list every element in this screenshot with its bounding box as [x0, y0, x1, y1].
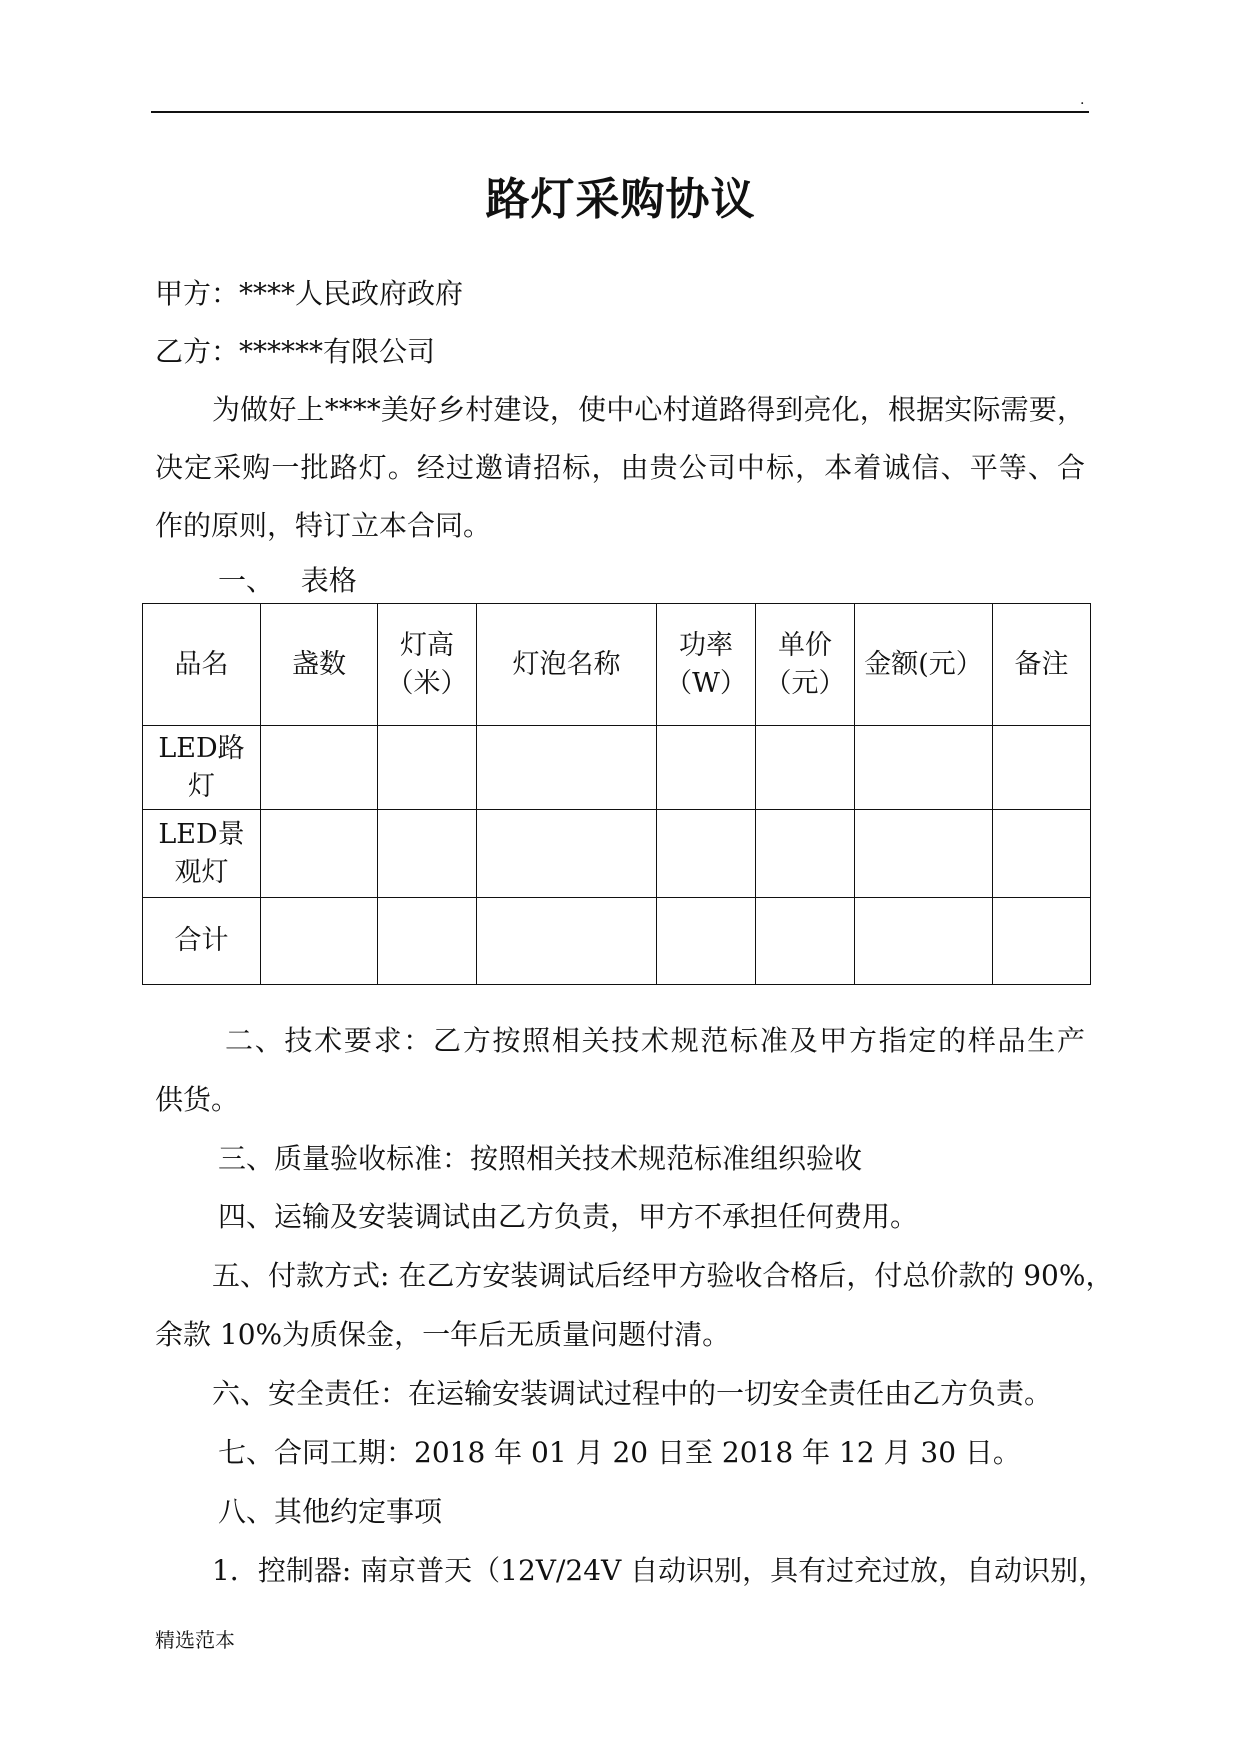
table-header-cell: 金额(元）	[855, 604, 993, 726]
item-1-line	[212, 1553, 1107, 1589]
product-name-cell: LED景观灯	[143, 810, 261, 898]
table-header-cell: 灯高（米）	[378, 604, 477, 726]
section-8-heading: 八、其他约定事项	[218, 1495, 443, 1528]
section-2-line-1-text: 二、技术要求：乙方按照相关技术规范标准及甲方指定的样品生产	[225, 1024, 1085, 1057]
section-2-line-1	[225, 1023, 1085, 1059]
section-3-line: 三、质量验收标准：按照相关技术规范标准组织验收	[218, 1142, 863, 1175]
table-cell	[261, 898, 378, 985]
document-title: 路灯采购协议	[485, 174, 756, 225]
table-row	[143, 898, 1091, 985]
table-cell	[657, 726, 756, 810]
table-cell	[261, 726, 378, 810]
table-cell	[378, 726, 477, 810]
table-header-cell: 备注	[993, 604, 1091, 726]
table-cell	[657, 810, 756, 898]
table-cell	[855, 810, 993, 898]
table-header-cell: 品名	[143, 604, 261, 726]
table-cell	[993, 898, 1091, 985]
section-2-line-2: 供货。	[155, 1083, 240, 1116]
table-header-row	[143, 604, 1091, 726]
section-5-line-2: 余款 10%为质保金，一年后无质量问题付清。	[155, 1318, 731, 1351]
intro-line-1-text: 为做好上****美好乡村建设，使中心村道路得到亮化，根据实际需要，	[212, 393, 1085, 426]
section-4-line: 四、运输及安装调试由乙方负责，甲方不承担任何费用。	[218, 1200, 919, 1233]
table-cell	[378, 898, 477, 985]
section-6-line: 六、安全责任：在运输安装调试过程中的一切安全责任由乙方负责。	[212, 1377, 1053, 1410]
intro-line-2-text: 决定采购一批路灯。经过邀请招标，由贵公司中标，本着诚信、平等、合	[155, 451, 1085, 484]
footer-label: 精选范本	[155, 1628, 235, 1652]
header-dot: .	[1080, 92, 1085, 108]
table-cell	[477, 898, 657, 985]
table-cell	[993, 810, 1091, 898]
table-header-cell: 单价（元）	[756, 604, 855, 726]
table-cell	[756, 726, 855, 810]
table-cell	[477, 810, 657, 898]
table-row	[143, 810, 1091, 898]
item-1-line-text: 1．控制器: 南京普天（12V/24V 自动识别，具有过充过放，自动识别，	[212, 1554, 1107, 1587]
table-cell	[756, 810, 855, 898]
table-row	[143, 726, 1091, 810]
party-a-line: 甲方：****人民政府政府	[155, 277, 464, 310]
intro-paragraph-line-2	[155, 450, 1085, 486]
table-cell	[261, 810, 378, 898]
product-name-cell: LED路灯	[143, 726, 261, 810]
party-b-line: 乙方：******有限公司	[155, 335, 436, 368]
table-header-cell: 功率（W）	[657, 604, 756, 726]
lamp-spec-table	[142, 603, 1091, 985]
total-label-cell: 合计	[143, 898, 261, 985]
section-7-line: 七、合同工期：2018 年 01 月 20 日至 2018 年 12 月 30 日。	[218, 1436, 1021, 1469]
table-cell	[855, 898, 993, 985]
intro-paragraph-line-1	[212, 392, 1085, 428]
section-1-heading: 一、 表格	[218, 564, 357, 597]
table-cell	[657, 898, 756, 985]
header-rule	[151, 111, 1089, 113]
table-cell	[477, 726, 657, 810]
section-5-line-1	[212, 1258, 1114, 1294]
table-header-cell: 灯泡名称	[477, 604, 657, 726]
table-cell	[756, 898, 855, 985]
table-cell	[993, 726, 1091, 810]
section-5-line-1-text: 五、付款方式: 在乙方安装调试后经甲方验收合格后，付总价款的 90%，	[212, 1259, 1114, 1292]
table-cell	[855, 726, 993, 810]
intro-paragraph-line-3: 作的原则，特订立本合同。	[155, 509, 492, 542]
table-header-cell: 盏数	[261, 604, 378, 726]
table-cell	[378, 810, 477, 898]
